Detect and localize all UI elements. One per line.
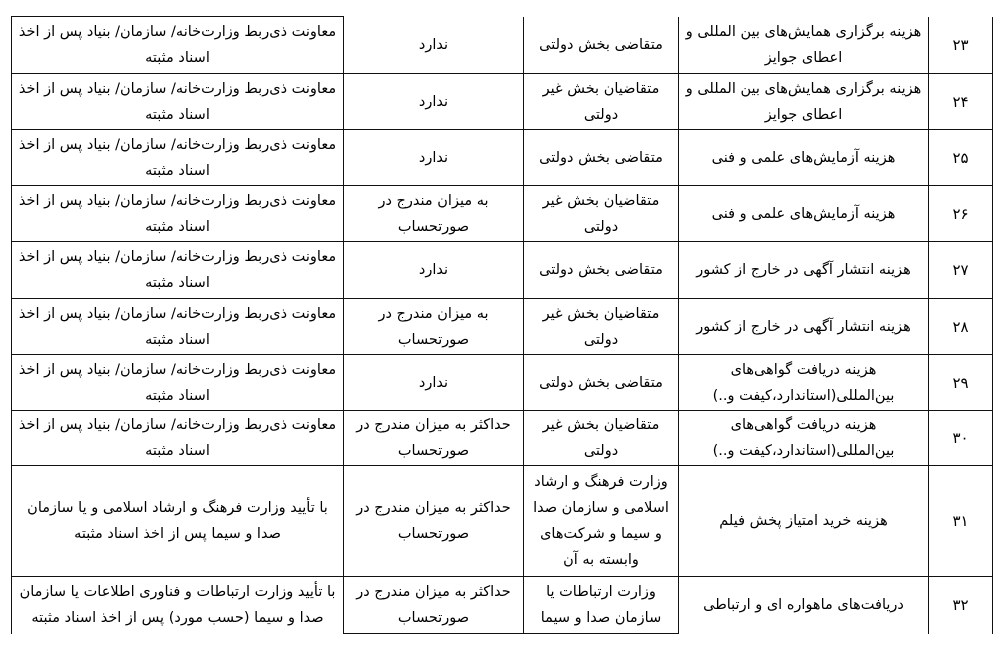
cost-limit: به میزان مندرج در صورتحساب xyxy=(344,186,524,242)
payer: متقاضیان بخش غیر دولتی xyxy=(524,186,679,242)
payer: متقاضی بخش دولتی xyxy=(524,355,679,411)
row-number: ۳۲ xyxy=(929,577,993,634)
cost-title: هزینه دریافت گواهی‌های بین‌المللی(استاندارد،کیفت و..) xyxy=(679,355,929,411)
row-number: ۲۸ xyxy=(929,299,993,355)
cost-limit: ندارد xyxy=(344,242,524,299)
approval-authority: معاونت ذی‌ربط وزارت‌خانه/ سازمان/ بنیاد پس از اخذ اسناد مثبته xyxy=(12,299,344,355)
cost-limit: به میزان مندرج در صورتحساب xyxy=(344,299,524,355)
approval-authority: معاونت ذی‌ربط وزارت‌خانه/ سازمان/ بنیاد پس از اخذ اسناد مثبته xyxy=(12,130,344,186)
row-number: ۲۶ xyxy=(929,186,993,242)
approval-authority: معاونت ذی‌ربط وزارت‌خانه/ سازمان/ بنیاد پس از اخذ اسناد مثبته xyxy=(12,355,344,411)
cost-rules-table xyxy=(11,16,993,634)
payer: وزارت ارتباطات یا سازمان صدا و سیما xyxy=(524,577,679,634)
table-row xyxy=(12,186,993,242)
table-row xyxy=(12,411,993,466)
cost-limit: ندارد xyxy=(344,355,524,411)
row-number: ۲۹ xyxy=(929,355,993,411)
cost-limit: حداکثر به میزان مندرج در صورتحساب xyxy=(344,411,524,466)
approval-authority: با تأیید وزارت فرهنگ و ارشاد اسلامی و یا سازمان صدا و سیما پس از اخذ اسناد مثبته xyxy=(12,466,344,577)
row-number: ۲۳ xyxy=(929,17,993,74)
cost-title: هزینه خرید امتیاز پخش فیلم xyxy=(679,466,929,577)
table-row xyxy=(12,242,993,299)
cost-limit: ندارد xyxy=(344,130,524,186)
payer: وزارت فرهنگ و ارشاد اسلامی و سازمان صدا و سیما و شرکت‌های وابسته به آن xyxy=(524,466,679,577)
approval-authority: معاونت ذی‌ربط وزارت‌خانه/ سازمان/ بنیاد پس از اخذ اسناد مثبته xyxy=(12,74,344,130)
approval-authority: معاونت ذی‌ربط وزارت‌خانه/ سازمان/ بنیاد پس از اخذ اسناد مثبته xyxy=(12,17,344,74)
cost-title: هزینه آزمایش‌های علمی و فنی xyxy=(679,130,929,186)
table-row xyxy=(12,130,993,186)
approval-authority: معاونت ذی‌ربط وزارت‌خانه/ سازمان/ بنیاد پس از اخذ اسناد مثبته xyxy=(12,242,344,299)
payer: متقاضی بخش دولتی xyxy=(524,17,679,74)
row-number: ۲۴ xyxy=(929,74,993,130)
cost-title: دریافت‌های ماهواره ای و ارتباطی xyxy=(679,577,929,634)
cost-title: هزینه دریافت گواهی‌های بین‌المللی(استاندارد،کیفت و..) xyxy=(679,411,929,466)
cost-title: هزینه انتشار آگهی در خارج از کشور xyxy=(679,242,929,299)
cost-limit: ندارد xyxy=(344,17,524,74)
table-row xyxy=(12,299,993,355)
cost-limit: ندارد xyxy=(344,74,524,130)
row-number: ۲۵ xyxy=(929,130,993,186)
row-number: ۲۷ xyxy=(929,242,993,299)
approval-authority: با تأیید وزارت ارتباطات و فناوری اطلاعات یا سازمان صدا و سیما (حسب مورد) پس از اخذ اسناد مثبته xyxy=(12,577,344,634)
approval-authority: معاونت ذی‌ربط وزارت‌خانه/ سازمان/ بنیاد پس از اخذ اسناد مثبته xyxy=(12,411,344,466)
table-row xyxy=(12,466,993,577)
payer: متقاضی بخش دولتی xyxy=(524,130,679,186)
cost-title: هزینه انتشار آگهی در خارج از کشور xyxy=(679,299,929,355)
table-row xyxy=(12,17,993,74)
payer: متقاضیان بخش غیر دولتی xyxy=(524,411,679,466)
cost-limit: حداکثر به میزان مندرج در صورتحساب xyxy=(344,466,524,577)
row-number: ۳۰ xyxy=(929,411,993,466)
cost-title: هزینه برگزاری همایش‌های بین المللی و اعطای جوایز xyxy=(679,17,929,74)
table-row xyxy=(12,577,993,634)
cost-limit: حداکثر به میزان مندرج در صورتحساب xyxy=(344,577,524,634)
payer: متقاضی بخش دولتی xyxy=(524,242,679,299)
row-number: ۳۱ xyxy=(929,466,993,577)
approval-authority: معاونت ذی‌ربط وزارت‌خانه/ سازمان/ بنیاد پس از اخذ اسناد مثبته xyxy=(12,186,344,242)
table-row xyxy=(12,74,993,130)
cost-title: هزینه برگزاری همایش‌های بین المللی و اعطای جوایز xyxy=(679,74,929,130)
table-row xyxy=(12,355,993,411)
cost-title: هزینه آزمایش‌های علمی و فنی xyxy=(679,186,929,242)
payer: متقاضیان بخش غیر دولتی xyxy=(524,74,679,130)
payer: متقاضیان بخش غیر دولتی xyxy=(524,299,679,355)
